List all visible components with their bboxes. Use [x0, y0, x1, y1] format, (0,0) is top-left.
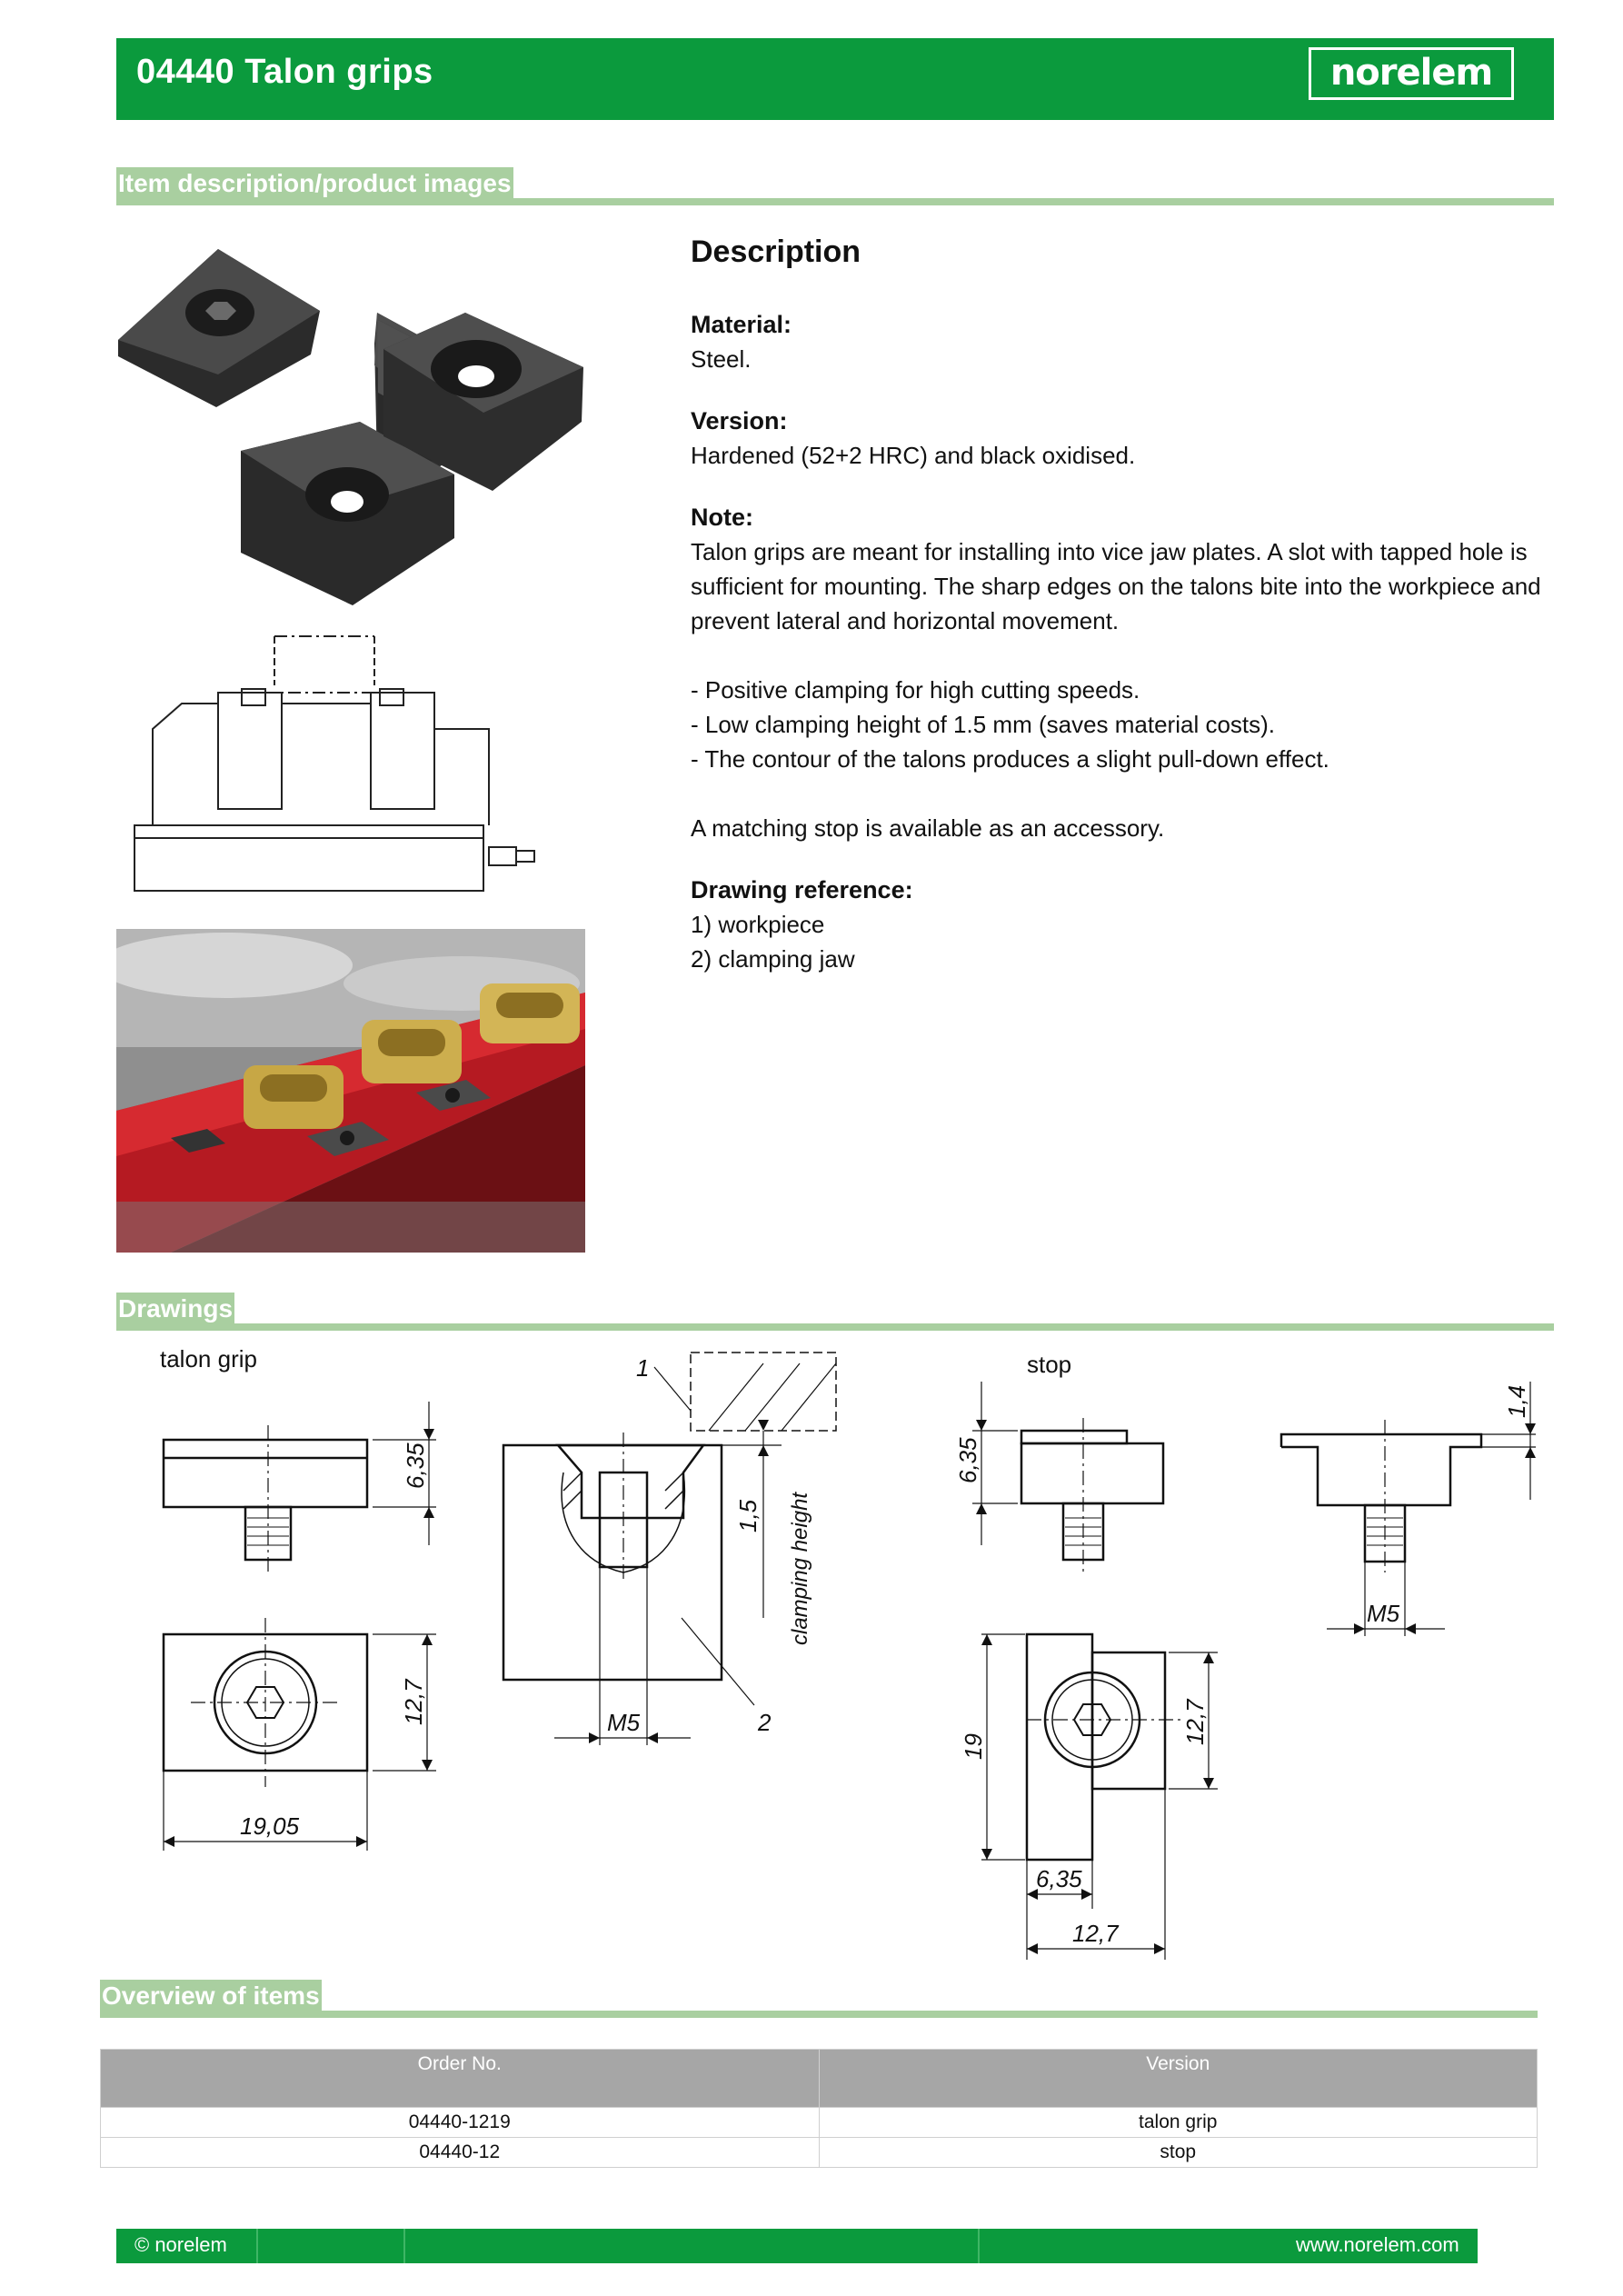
table-row: [101, 2138, 1538, 2168]
dim-label: 6,35: [402, 1442, 429, 1489]
footer-divider: [403, 2229, 405, 2263]
dim-label: 12,7: [400, 1679, 427, 1725]
footer-divider: [978, 2229, 980, 2263]
clamping-height-label: clamping height: [788, 1492, 812, 1645]
version-cell: talon grip: [819, 2108, 1538, 2138]
feature-item: - Positive clamping for high cutting speeds.: [691, 676, 1140, 704]
section-header-drawings: Drawings: [116, 1293, 234, 1325]
vice-schematic-drawing: [127, 629, 545, 902]
section-header-images: Item description/product images: [116, 167, 513, 200]
version-value: Hardened (52+2 HRC) and black oxidised.: [691, 442, 1136, 469]
version-cell: stop: [819, 2138, 1538, 2168]
stop-label: stop: [1027, 1351, 1072, 1378]
accessory-text: A matching stop is available as an accessory.: [691, 814, 1165, 842]
dim-label: M5: [607, 1709, 641, 1736]
items-table: [100, 2049, 1538, 2168]
note-line: Talon grips are meant for installing into vice jaw plates. A slot with tapped hole is: [691, 538, 1528, 565]
page-footer: [116, 2229, 1478, 2263]
order-no-cell: 04440-1219: [101, 2108, 820, 2138]
norelem-logo: norelem: [1309, 47, 1514, 100]
section-header-overview: Overview of items: [100, 1980, 322, 2012]
order-no-cell: 04440-12: [101, 2138, 820, 2168]
footer-divider: [256, 2229, 258, 2263]
dim-label: 1,4: [1503, 1384, 1530, 1418]
dim-label: M5: [1367, 1600, 1400, 1627]
ref-label-clamping-jaw: 2: [758, 1709, 772, 1736]
talon-grip-label: talon grip: [160, 1345, 257, 1373]
drawing-ref-label: Drawing reference:: [691, 876, 913, 903]
column-header-version: Version: [819, 2050, 1538, 2108]
dim-label: 6,35: [954, 1437, 981, 1483]
note-line: sufficient for mounting. The sharp edges on the talons bite into the workpiece and: [691, 573, 1541, 600]
column-header-order-no: Order No.: [101, 2050, 820, 2108]
material-value: Steel.: [691, 345, 752, 373]
dim-label: 12,7: [1181, 1699, 1209, 1745]
dim-label: 19,05: [240, 1812, 300, 1840]
drawing-ref-item: 1) workpiece: [691, 911, 825, 938]
table-header-row: [101, 2050, 1538, 2108]
drawing-ref-item: 2) clamping jaw: [691, 945, 855, 973]
dim-label: 1,5: [734, 1499, 762, 1532]
description-heading: Description: [691, 235, 861, 269]
footer-website-link[interactable]: www.norelem.com: [1296, 2233, 1459, 2256]
dim-label: 6,35: [1036, 1865, 1082, 1892]
note-line: prevent lateral and horizontal movement.: [691, 607, 1120, 634]
application-photo: [116, 929, 585, 1253]
material-label: Material:: [691, 311, 792, 338]
version-label: Version:: [691, 407, 788, 434]
technical-drawings: [127, 1345, 1545, 1963]
page-title: 04440 Talon grips: [136, 53, 433, 91]
dim-label: 12,7: [1072, 1920, 1119, 1947]
note-label: Note:: [691, 504, 753, 531]
footer-copyright: © norelem: [134, 2233, 227, 2256]
product-image-grip-2: [374, 313, 589, 494]
dim-label: 19: [960, 1733, 987, 1760]
section-divider: [116, 1323, 1554, 1331]
feature-item: - Low clamping height of 1.5 mm (saves material costs).: [691, 711, 1276, 738]
table-row: [101, 2108, 1538, 2138]
ref-label-workpiece: 1: [636, 1354, 650, 1382]
feature-item: - The contour of the talons produces a slight pull-down effect.: [691, 745, 1329, 773]
